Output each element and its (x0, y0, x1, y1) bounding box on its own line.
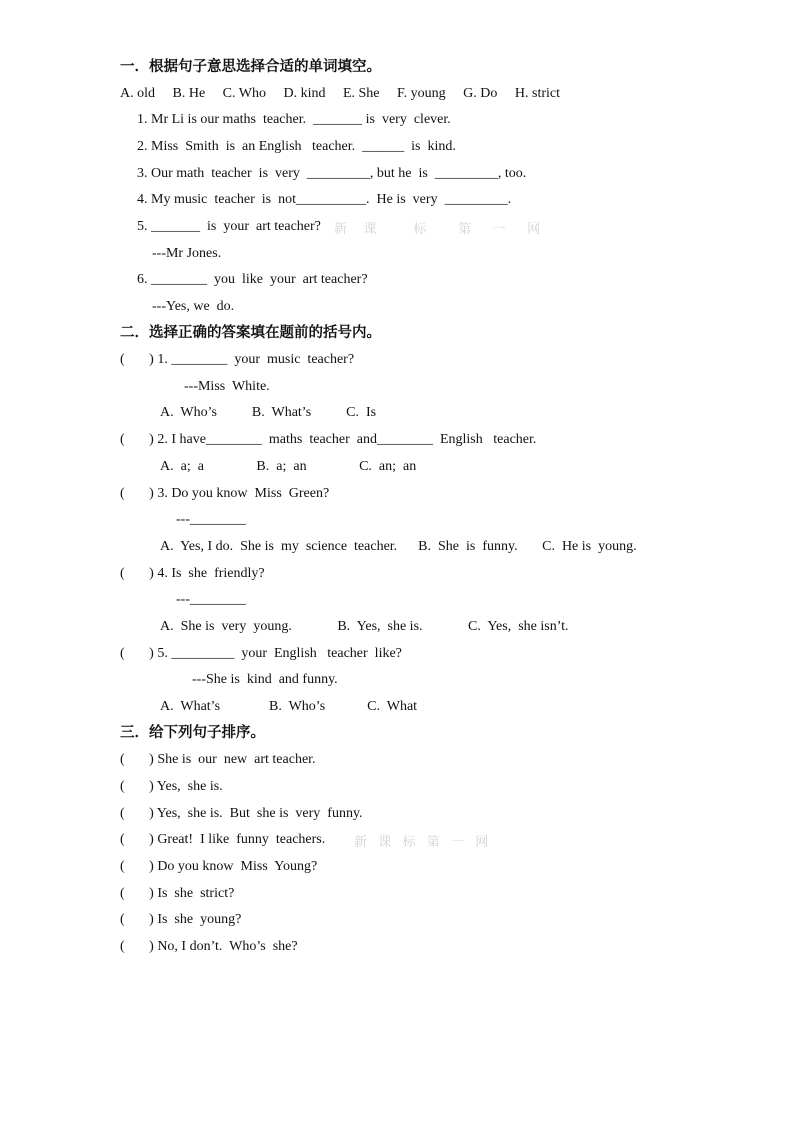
s1-item-3: 3. Our math teacher is very _________, but he is _________, too. (137, 166, 527, 181)
watermark-1: 新 课 标 第 一 网 (334, 222, 542, 237)
s2-q1-answer: ---Miss White. (184, 379, 270, 394)
s1-item-6: 6. ________ you like your art teacher? (137, 272, 368, 287)
s3-line-3: ( ) Yes, she is. But she is very funny. (120, 806, 363, 821)
s2-q5-options: A. What’s B. Who’s C. What (160, 699, 418, 714)
s1-item-5-answer: ---Mr Jones. (152, 246, 222, 261)
s2-q3-options: A. Yes, I do. She is my science teacher. B. She is funny. C. He is young. (160, 539, 637, 554)
section1-heading: 一．根据句子意思选择合适的单词填空。 (120, 59, 381, 75)
s3-line-2: ( ) Yes, she is. (120, 779, 223, 794)
s2-q3-answer: ---________ (176, 512, 246, 527)
s2-q1-options: A. Who’s B. What’s C. Is (160, 405, 377, 420)
s2-q4-options: A. She is very young. B. Yes, she is. C. Yes, she isn’t. (160, 619, 569, 634)
s3-line-1: ( ) She is our new art teacher. (120, 752, 316, 767)
s3-line-7: ( ) Is she young? (120, 912, 242, 927)
section2-heading: 二．选择正确的答案填在题前的括号内。 (120, 325, 381, 341)
s2-q2: ( ) 2. I have________ maths teacher and________ English teacher. (120, 432, 537, 447)
s3-line-5: ( ) Do you know Miss Young? (120, 859, 318, 874)
s2-q5-answer: ---She is kind and funny. (192, 672, 338, 687)
s2-q1: ( ) 1. ________ your music teacher? (120, 352, 355, 367)
s1-item-4: 4. My music teacher is not__________. He is very _________. (137, 192, 512, 207)
s2-q4: ( ) 4. Is she friendly? (120, 566, 265, 581)
s3-line-6: ( ) Is she strict? (120, 886, 235, 901)
watermark-2: 新 课 标 第 一 网 (354, 835, 490, 850)
s2-q3: ( ) 3. Do you know Miss Green? (120, 486, 330, 501)
section3-heading: 三．给下列句子排序。 (120, 725, 265, 741)
s1-item-1: 1. Mr Li is our maths teacher. _______ is very clever. (137, 112, 451, 127)
s1-item-5: 5. _______ is your art teacher? (137, 219, 321, 234)
s2-q5: ( ) 5. _________ your English teacher like? (120, 646, 402, 661)
s3-line-4: ( ) Great! I like funny teachers. (120, 832, 326, 847)
s1-item-2: 2. Miss Smith is an English teacher. ______ is kind. (137, 139, 456, 154)
s2-q2-options: A. a; a B. a; an C. an; an (160, 459, 417, 474)
section1-options: A. old B. He C. Who D. kind E. She F. young G. Do H. strict (120, 86, 561, 101)
s1-item-6-answer: ---Yes, we do. (152, 299, 235, 314)
s3-line-8: ( ) No, I don’t. Who’s she? (120, 939, 298, 954)
s2-q4-answer: ---________ (176, 592, 246, 607)
